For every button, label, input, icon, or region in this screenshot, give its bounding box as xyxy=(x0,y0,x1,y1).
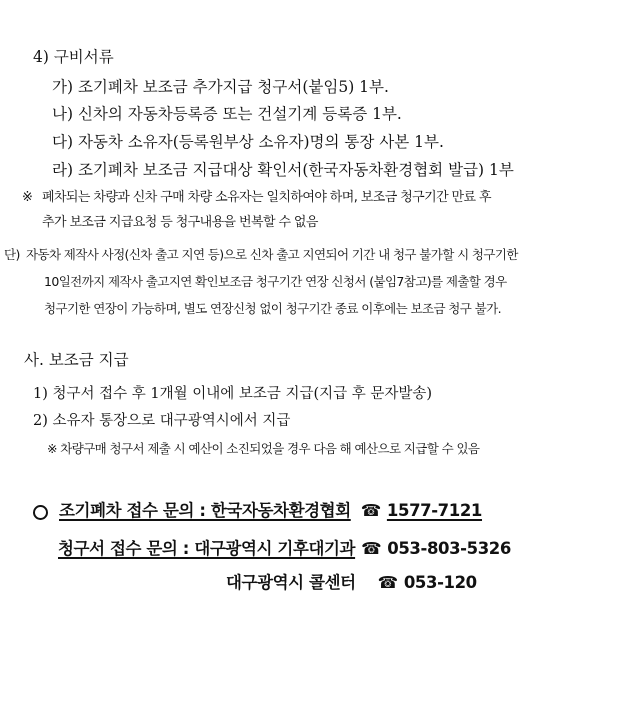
exception-marker: 단) xyxy=(4,247,20,262)
contact-line-3-label: 대구광역시 콜센터 xyxy=(226,573,356,592)
circle-bullet-icon xyxy=(33,505,48,520)
phone-icon: ☎ xyxy=(377,573,398,592)
document-item-2: 나) 신차의 자동차등록증 또는 건설기계 등록증 1부. xyxy=(52,105,402,123)
contact-line-1-label: 조기폐차 접수 문의 : 한국자동차환경협회 xyxy=(59,501,351,520)
document-item-4: 라) 조기폐차 보조금 지급대상 확인서(한국자동차환경협회 발급) 1부 xyxy=(52,161,514,179)
contact-line-3 xyxy=(226,575,477,592)
note-marker: ※ xyxy=(22,190,33,205)
exception-line-2: 10일전까지 제작사 출고지연 확인보조금 청구기간 연장 신청서 (붙임7참고)를 제출할 경우 xyxy=(44,274,507,289)
contact-line-1 xyxy=(59,503,482,520)
exception-line-3: 청구기한 연장이 가능하며, 별도 연장신청 없이 청구기간 종료 이후에는 보조금 청구 불가. xyxy=(44,301,501,316)
contact-line-2-phone: 053-803-5326 xyxy=(387,539,511,558)
document-item-3: 다) 자동차 소유자(등록원부상 소유자)명의 통장 사본 1부. xyxy=(52,133,444,151)
documents-heading: 4) 구비서류 xyxy=(33,48,114,66)
contact-line-2-label: 청구서 접수 문의 : 대구광역시 기후대기과 xyxy=(58,539,356,558)
note-line-1: 폐차되는 차량과 신차 구매 차량 소유자는 일치하여야 하며, 보조금 청구기간 만료 후 xyxy=(42,190,491,205)
phone-icon: ☎ xyxy=(360,501,381,520)
payment-note: ※ 차량구매 청구서 제출 시 예산이 소진되었을 경우 다음 해 예산으로 지급할 수 있음 xyxy=(47,441,480,456)
payment-item-2: 2) 소유자 통장으로 대구광역시에서 지급 xyxy=(33,413,291,429)
contact-line-3-phone: 053-120 xyxy=(403,573,477,592)
payment-heading: 사. 보조금 지급 xyxy=(24,351,129,369)
document-item-1: 가) 조기폐차 보조금 추가지급 청구서(붙임5) 1부. xyxy=(52,78,389,96)
contact-line-2 xyxy=(58,541,511,558)
exception-line-1: 자동차 제작사 사정(신차 출고 지연 등)으로 신차 출고 지연되어 기간 내 청구 불가할 시 청구기한 xyxy=(26,247,518,262)
payment-item-1: 1) 청구서 접수 후 1개월 이내에 보조금 지급(지급 후 문자발송) xyxy=(33,386,433,402)
phone-icon: ☎ xyxy=(361,539,382,558)
note-line-2: 추가 보조금 지급요청 등 청구내용을 번복할 수 없음 xyxy=(42,215,318,230)
contact-line-1-phone: 1577-7121 xyxy=(386,501,483,520)
